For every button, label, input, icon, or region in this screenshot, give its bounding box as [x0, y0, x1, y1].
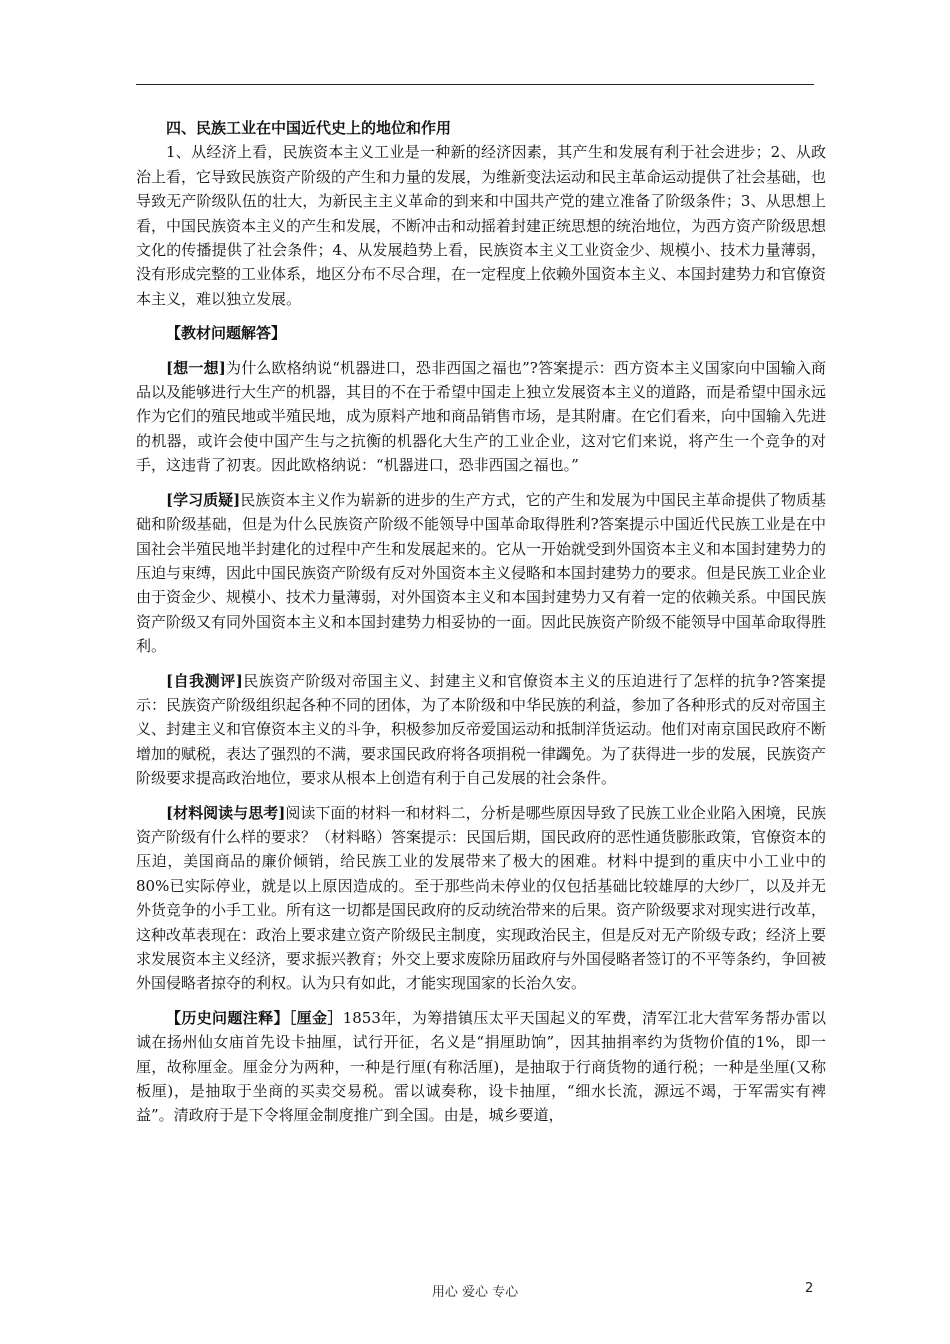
header-rule [136, 84, 814, 85]
page-body [136, 116, 826, 1128]
qa-item-material-reading [136, 801, 826, 996]
qa-heading: 【教材问题解答】 [166, 324, 287, 343]
page-number: 2 [805, 1281, 814, 1296]
notes-heading: 【历史问题注释】 [166, 1008, 289, 1027]
notes-paragraph [136, 1006, 826, 1128]
qa-tag: [想一想] [166, 358, 226, 377]
footer-slogan: 用心 爱心 专心 [431, 1285, 519, 1300]
qa-text: 阅读下面的材料一和材料二，分析是哪些原因导致了民族工业企业陷入困境，民族资产阶级有什么样的要求？（材料略）答案提示：民国后期，国民政府的恶性通货膨胀政策，官僚资本的压迫，美国商品的廉价倾销，给民族工业的发展带来了极大的困难。材料中提到的重庆中小工业中的80%已实际停业，就是以上原因造成的。至于那些尚未停业的仅包括基础比较雄厚的大纱厂，以及并无外货竞争的小手工业。所有这一切都是国民政府的反动统治带来的后果。资产阶级要求对现实进行改革，这种改革表现在：政治上要求建立资产阶级民主制度，实现政治民主，但是反对无产阶级专政；经济上要求发展资本主义经济，要求振兴教育；外交上要求废除历届政府与外国侵略者签订的不平等条约，争回被外国侵略者掠夺的利权。认为只有如此，才能实现国家的长治久安。 [136, 803, 827, 993]
notes-text: 1853年，为筹措镇压太平天国起义的军费，清军江北大营军务帮办雷以诚在扬州仙女庙首先设卡抽厘，试行开征，名义是“捐厘助饷”，因其抽捐率约为货物价值的1%，即一厘，故称厘金。厘金分为两种，一种是行厘(有称活厘)，是抽取于行商货物的通行税；一种是坐厘(又称板厘)，是抽取于坐商的买卖交易税。雷以诚奏称，设卡抽厘，“细水长流，源远不竭，于军需实有裨益”。清政府于是下令将厘金制度推广到全国。由是，城乡要道， [136, 1008, 826, 1125]
qa-text: 民族资产阶级对帝国主义、封建主义和官僚资本主义的压迫进行了怎样的抗争?答案提示：民族资产阶级组织起各种不同的团体，为了本阶级和中华民族的利益，参加了各种形式的反对帝国主义、封建主义和官僚资本主义的斗争，积极参加反帝爱国运动和抵制洋货运动。他们对南京国民政府不断增加的赋税，表达了强烈的不满，要求国民政府将各项捐税一律蠲免。为了获得进一步的发展，民族资产阶级要求提高政治地位，要求从根本上创造有利于自己发展的社会条件。 [136, 671, 827, 788]
qa-text: 民族资本主义作为崭新的进步的生产方式，它的产生和发展为中国民主革命提供了物质基础和阶级基础，但是为什么民族资产阶级不能领导中国革命取得胜利?答案提示中国近代民族工业是在中国社会半殖民地半封建化的过程中产生和发展起来的。它从一开始就受到外国资本主义和本国封建势力的压迫与束缚，因此中国民族资产阶级有反对外国资本主义侵略和本国封建势力的要求。但是民族工业企业由于资金少、规模小、技术力量薄弱，对外国资本主义和本国封建势力又有着一定的依赖关系。中国民族资产阶级又有同外国资本主义和本国封建势力相妥协的一面。因此民族资产阶级不能领导中国革命取得胜利。 [136, 490, 827, 656]
qa-item-question [136, 488, 826, 659]
qa-item-think [136, 356, 826, 478]
qa-item-self-test [136, 669, 826, 791]
qa-text: 为什么欧格纳说“机器进口，恐非西国之福也”?答案提示：西方资本主义国家向中国输入商品以及能够进行大生产的机器，其目的不在于希望中国走上独立发展资本主义的道路，而是希望中国永远作为它们的殖民地或半殖民地，成为原料产地和商品销售市场，是其附庸。在它们看来，向中国输入先进的机器，或许会使中国产生与之抗衡的机器化大生产的工业企业，这对它们来说，将产生一个竞争的对手，这违背了初衷。因此欧格纳说：“机器进口，恐非西国之福也。” [136, 358, 827, 475]
qa-tag: [材料阅读与思考] [166, 803, 286, 822]
section-heading: 四、民族工业在中国近代史上的地位和作用 [166, 119, 452, 137]
qa-tag: [自我测评] [166, 671, 243, 690]
section-paragraph: 1、从经济上看，民族资本主义工业是一种新的经济因素，其产生和发展有利于社会进步；2、从政治上看，它导致民族资产阶级的产生和力量的发展，为维新变法运动和民主革命运动提供了社会基础，也导致无产阶级队伍的壮大，为新民主主义革命的到来和中国共产党的建立准备了阶级条件；3、从思想上看，中国民族资本主义的产生和发展，不断冲击和动摇着封建正统思想的统治地位，为西方资产阶级思想文化的传播提供了社会条件；4、从发展趋势上看，民族资本主义工业资金少、规模小、技术力量薄弱，没有形成完整的工业体系，地区分布不尽合理，在一定程度上依赖外国资本主义、本国封建势力和官僚资本主义，难以独立发展。 [136, 143, 827, 308]
qa-tag: [学习质疑] [166, 490, 241, 509]
notes-tag: ［厘金］ [288, 1008, 343, 1027]
